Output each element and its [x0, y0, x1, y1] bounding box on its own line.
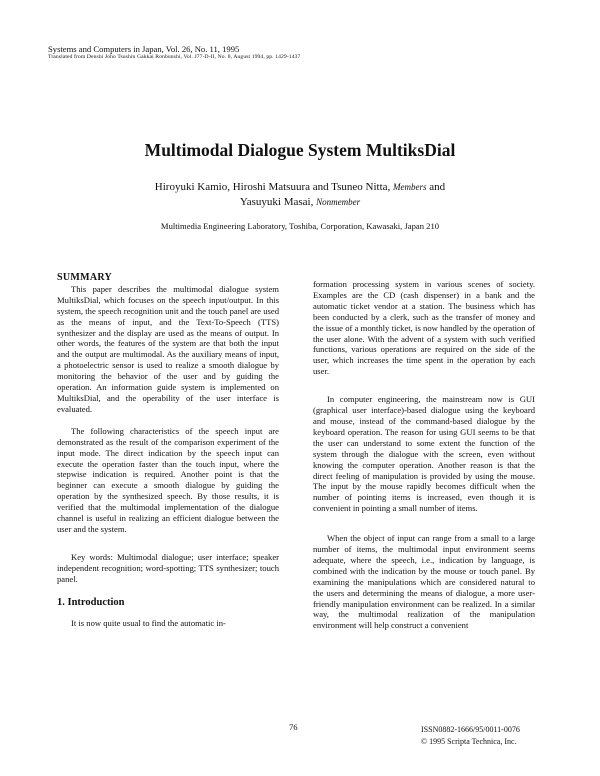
introduction-paragraph-start: It is now quite usual to find the automatic in-: [71, 618, 226, 629]
keywords: Key words: Multimodal dialogue; user interface; speaker independent recognition; word-spotting; TTS synthesizer; touch panel.: [57, 551, 279, 584]
introduction-paragraph-1-continued: formation processing system in various scenes of society. Examples are the CD (cash dispenser) in a bank and the automatic ticket vendor at a station. The business which has been conducted by a clerk, such as the transfer of money and the issue of a monthly ticket, is now handled by the operation of the user alone. With the advent of a system with such verified functions, various operations are required on the side of the user, which increases the time spent in the operation by each user.: [313, 279, 535, 377]
authors-line1: Hiroyuki Kamio, Hiroshi Matsuura and Tsuneo Nitta,: [154, 181, 391, 193]
journal-citation: Systems and Computers in Japan, Vol. 26, No. 11, 1995: [48, 44, 240, 54]
paper-title: Multimodal Dialogue System MultiksDial: [144, 140, 456, 160]
copyright: © 1995 Scripta Technica, Inc.: [421, 737, 517, 746]
summary-heading: SUMMARY: [57, 272, 113, 283]
nonmember-label: Nonmember: [316, 197, 361, 207]
summary-paragraph-1: This paper describes the multimodal dialogue system MultiksDial, which focuses on the speech input/output. In this system, the speech recognition unit and the touch panel are used as the means of input, and the Text-To-Speech (TTS) synthesizer and the display are used as the means of output. In other words, the features of the system are that both the input and the output are multimodal. As the auxiliary means of input, a photoelectric sensor is used to realize a smooth dialogue by monitoring the behavior of the user and by guiding the operation. An information guide system is implemented on MultiksDial, and the operability of the user interface is evaluated.: [57, 283, 279, 414]
page-number: 76: [289, 722, 298, 732]
left-column: [57, 273, 279, 629]
issn: ISSN0882-1666/95/0011-0076: [421, 725, 520, 734]
authors-line2: Yasuyuki Masai,: [239, 196, 314, 208]
translation-note: Translated from Denshi Joho Tsushin Gakkai Ronbunshi, Vol. J77-D-II, No. 8, August 1994, pp. 1429-1437: [48, 54, 301, 60]
summary-paragraph-2: The following characteristics of the speech input are demonstrated as the result of the comparison experiment of the input mode. The direct indication by the speech input can execute the operation faster than the touch input, where the stepwise indication is required. Another point is that the beginner can execute a smooth dialogue by guiding the operation by the synthesized speech. By those results, it is verified that the multimodal implementation of the dialogue channel is useful in realizing an efficient dialogue between the user and the system.: [57, 425, 279, 534]
introduction-paragraph-3: When the object of input can range from a small to a large number of items, the multimodal input environment seems adequate, where the speech, i.e., indication by language, is combined with the indication by the mouse or touch panel. By examining the manipulations which are considered natural to the users and determining the means of dialogue, a more user-friendly manipulation environment can be realized. In a similar way, the multimodal realization of the manipulation environment will help construct a convenient: [313, 533, 535, 631]
affiliation: Multimedia Engineering Laboratory, Toshiba, Corporation, Kawasaki, Japan 210: [160, 221, 440, 231]
members-label: Members: [393, 182, 427, 192]
introduction-heading: 1. Introduction: [57, 596, 125, 608]
right-column: [313, 279, 535, 631]
author-list: [80, 180, 520, 210]
authors-and: and: [429, 181, 446, 193]
introduction-paragraph-2: In computer engineering, the mainstream now is GUI (graphical user interface)-based dialogue using the keyboard and mouse, instead of the command-based dialogue by the keyboard operation. The reason for using GUI seems to be that the user can understand to some extent the function of the system through the dialogue with the screen, even without knowing the computer operation. Another reason is that the direct feeling of manipulation is provided by using the mouse. The input by the mouse rapidly becomes difficult when the number of pointing items is increased, even though it is convenient in pointing a small number of items.: [313, 394, 535, 514]
